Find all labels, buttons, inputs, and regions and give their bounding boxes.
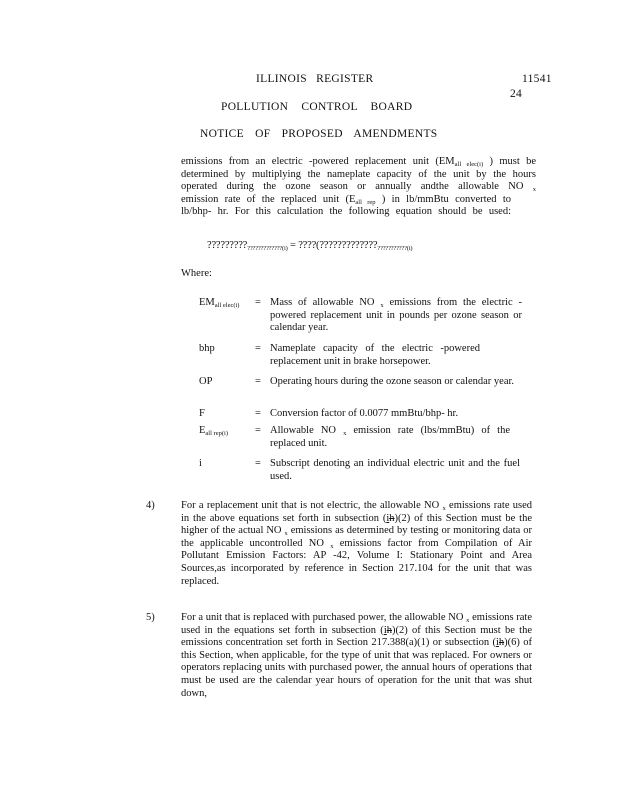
register-title: ILLINOIS REGISTER [256,73,374,85]
definition-term: $E_{all rep(i)}$ [199,425,228,437]
item-number: 4) [146,500,155,511]
deleted-text: h [498,637,505,649]
intro-line1-b: ) must be [489,156,537,167]
definition-text: Mass of allowable NO $_x$ emissions from the electric - powered replacement unit in pounds per ozone season or calendar year. [270,297,523,334]
item-paragraph: For a unit that is replaced with purchased power, the allowable NO $_x$ emissions rate used in the equations set forth in subsection (ih)(2) of this Section must be the emissions concentration set forth in Section 217.388(a)(1) or subsection (ih)(6) of this Section, when applicable, for the type of unit that was replaced. For owners or operators replacing units with purchased power, the annual hours of operations that must be used are the calendar year hours of operation for the unit that was shut down, [181,612,533,699]
definition-text: Allowable NO $_x$ emission rate (lbs/mmBtu) of the replaced unit. [270,425,511,449]
equation-middle: = ????(????????????? [290,240,378,251]
intro-line4-a: emission rate of the replaced unit (E [181,193,356,205]
definition-term: i [199,458,202,469]
intro-paragraph [181,156,536,219]
intro-line1-sub: all elec(i) [454,161,484,168]
inserted-text: i [495,637,499,649]
definition-equals: = [255,376,261,387]
definition-equals: = [255,425,261,436]
equation-right-sub: ???????????(i) [377,245,413,252]
deleted-text: h [389,512,395,524]
deleted-text: h [386,624,392,636]
inserted-text: i [383,624,387,636]
intro-line3-sub: x [532,186,536,194]
definition-term: OP [199,376,213,387]
definition-text: Subscript denoting an individual electric unit and the fuel used. [270,458,520,482]
definition-term: $EM_{all elec(i)}$ [199,297,240,309]
definition-term: F [199,408,205,419]
definition-equals: = [255,458,261,469]
intro-line5: lb/bhp- hr. For this calculation the following equation should be used: [181,206,511,218]
definition-equals: = [255,408,261,419]
sub-page-number: 24 [510,88,523,100]
definition-text: Conversion factor of 0.0077 mmBtu/bhp- hr. [270,408,459,419]
definition-text: Nameplate capacity of the electric -powered replacement unit in brake horsepower. [270,343,480,367]
intro-line4-sub: all rep [355,198,376,206]
item-paragraph: For a replacement unit that is not electric, the allowable NO $_x$ emissions rate used in the above equations set forth in subsection (ih)(2) of this Section must be the higher of the actual NO $_x$ emissions as determined by testing or monitoring data or the applicable uncontrolled NO $_x$ emissions factor from Compilation of Air Pollutant Emission Factors: AP -42, Volume I: Stationary Point and Area Sources,as incorporated by reference in Section 217.104 for the unit that was replaced. [181,500,533,587]
equation-left: ????????? [207,240,248,251]
page-number: 11541 [522,73,552,85]
board-name: POLLUTION CONTROL BOARD [221,101,413,113]
intro-line2: determined by multiplying the nameplate capacity of the unit by the hours [181,168,536,180]
definition-equals: = [255,343,261,354]
item-number: 5) [146,612,155,623]
where-label: Where: [181,268,212,279]
definition-term: bhp [199,343,215,354]
definition-text: Operating hours during the ozone season or calendar year. [270,376,515,387]
equation-left-sub: ?????????????(i) [247,245,288,252]
intro-line1-a: emissions from an electric -powered replacement unit (EM [181,156,455,167]
equation-line [207,240,412,251]
intro-line4-b: ) in lb/mmBtu converted to [381,193,511,205]
intro-line3: operated during the ozone season or annually andthe allowable NO [181,181,524,193]
inserted-text: i [386,512,390,524]
definition-equals: = [255,297,261,308]
notice-title: NOTICE OF PROPOSED AMENDMENTS [200,128,438,140]
